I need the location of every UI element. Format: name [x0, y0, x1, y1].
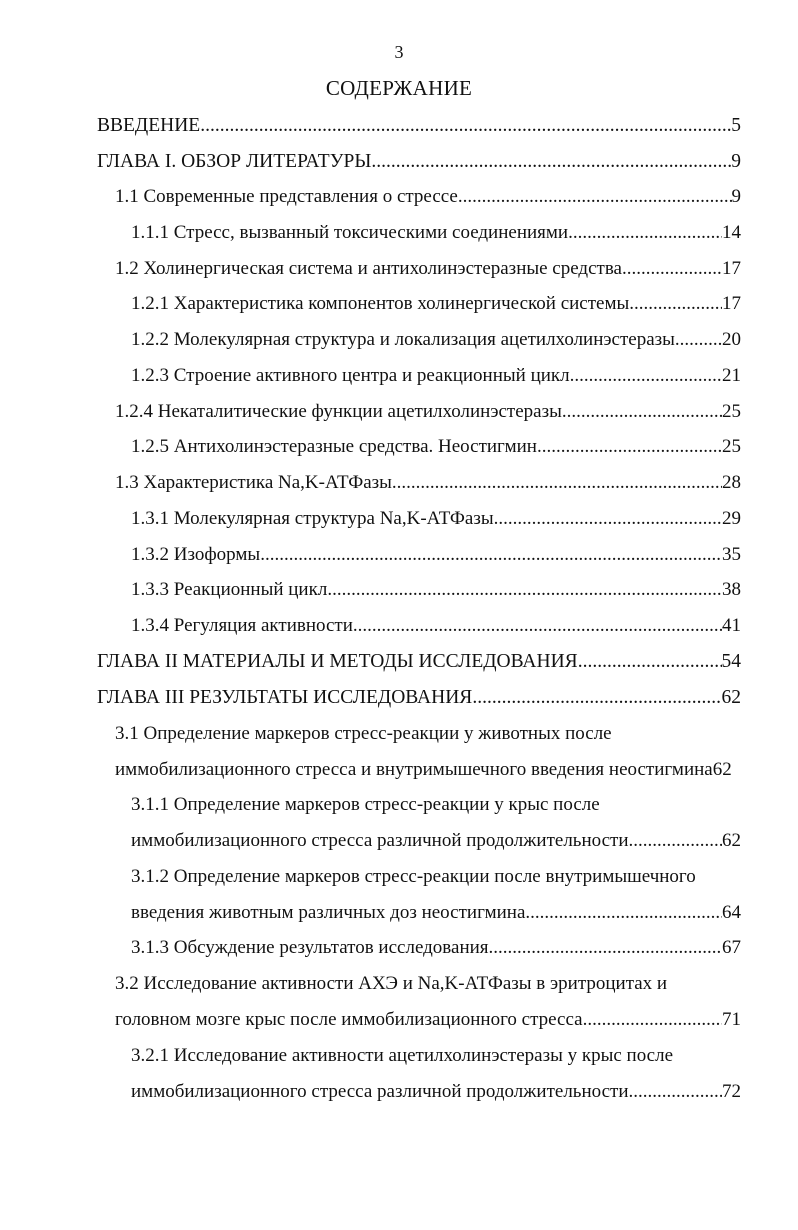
toc-entry	[131, 540, 741, 570]
toc-entry	[97, 683, 741, 713]
toc-entry-title: иммобилизационного стресса различной продолжительности	[131, 1081, 629, 1102]
toc-leader-dots	[353, 611, 722, 641]
toc-entry	[131, 504, 741, 534]
toc-entry-page: 14	[722, 222, 741, 243]
toc-leader-dots	[629, 289, 722, 319]
toc-entry	[115, 1005, 741, 1035]
toc-leader-dots	[562, 397, 722, 427]
toc-leader-dots	[260, 540, 722, 570]
toc-entry-page: 35	[722, 544, 741, 565]
toc-entry-title: головном мозге крыс после иммобилизационного стресса	[115, 1009, 583, 1030]
toc-entry-title: 1.1 Современные представления о стрессе	[115, 186, 458, 207]
toc-entry-page: 28	[722, 472, 741, 493]
toc-entry-title: 1.2.4 Некаталитические функции ацетилхолинэстеразы	[115, 401, 562, 422]
toc-entry	[131, 218, 741, 248]
toc-entry-page: 62	[722, 830, 741, 851]
page-title: СОДЕРЖАНИЕ	[325, 76, 473, 100]
toc-entry-page: 25	[722, 401, 741, 422]
toc-entry-title: иммобилизационного стресса и внутримышечного введения неостигмина	[115, 759, 713, 780]
toc-entry-title: 1.3.4 Регуляция активности	[131, 615, 353, 636]
toc-entry	[131, 289, 741, 319]
toc-entry-title: ГЛАВА I. ОБЗОР ЛИТЕРАТУРЫ	[97, 151, 372, 172]
toc-entry	[131, 826, 741, 856]
page-number: 3	[394, 42, 404, 62]
toc-leader-dots	[675, 325, 722, 355]
toc-leader-dots	[489, 933, 722, 963]
toc-entry-first-line: 3.2 Исследование активности АХЭ и Na,K-АТФазы в эритроцитах и	[115, 973, 668, 994]
toc-entry-title: 1.2.5 Антихолинэстеразные средства. Неостигмин	[131, 436, 537, 457]
toc-entry-first-line: 3.1 Определение маркеров стресс-реакции у животных после	[115, 723, 612, 744]
toc-entry	[115, 254, 741, 284]
toc-entry-page: 67	[722, 937, 741, 958]
toc-entry	[115, 468, 741, 498]
toc-leader-dots	[583, 1005, 722, 1035]
toc-leader-dots	[371, 147, 731, 177]
toc-leader-dots	[568, 218, 722, 248]
toc-leader-dots	[327, 575, 722, 605]
toc-entry-first-line: 3.1.1 Определение маркеров стресс-реакции у крыс после	[131, 794, 600, 815]
toc-entry	[97, 111, 741, 141]
toc-entry-title: введения животным различных доз неостигмина	[131, 902, 526, 923]
toc-leader-dots	[537, 432, 722, 462]
toc-entry-page: 9	[731, 151, 741, 172]
toc-entry-page: 38	[722, 579, 741, 600]
toc-leader-dots	[472, 683, 721, 713]
toc-entry-page: 20	[722, 329, 741, 350]
toc-entry	[131, 325, 741, 355]
toc-entry-page: 9	[731, 186, 741, 207]
toc-entry-title: 1.2.2 Молекулярная структура и локализация ацетилхолинэстеразы	[131, 329, 675, 350]
toc-leader-dots	[578, 647, 722, 677]
toc-entry-page: 21	[722, 365, 741, 386]
toc-entry-page: 17	[722, 293, 741, 314]
toc-leader-dots	[200, 111, 731, 141]
toc-entry-title: 1.2 Холинергическая система и антихолинэстеразные средства	[115, 258, 622, 279]
toc-entry	[131, 1077, 741, 1107]
toc-entry	[131, 432, 741, 462]
toc-leader-dots	[622, 254, 722, 284]
toc-entry-title: 3.1.3 Обсуждение результатов исследования	[131, 937, 489, 958]
toc-leader-dots	[570, 361, 722, 391]
toc-leader-dots	[525, 898, 722, 928]
toc-entry	[131, 611, 741, 641]
toc-entry	[115, 397, 741, 427]
toc-entry-page: 62	[721, 687, 741, 708]
toc-entry	[115, 755, 741, 785]
toc-entry-title: 1.1.1 Стресс, вызванный токсическими соединениями	[131, 222, 569, 243]
toc-entry	[131, 933, 741, 963]
toc-leader-dots	[458, 182, 732, 212]
toc-entry-title: 1.2.3 Строение активного центра и реакционный цикл	[131, 365, 570, 386]
toc-entry-page: 62	[712, 759, 732, 780]
toc-entry	[131, 361, 741, 391]
toc-entry-title: ВВЕДЕНИЕ	[97, 115, 201, 136]
toc-entry	[131, 898, 741, 928]
toc-entry	[97, 147, 741, 177]
toc-entry-page: 5	[731, 115, 741, 136]
toc-entry	[131, 575, 741, 605]
toc-leader-dots	[629, 1077, 722, 1107]
toc-entry-page: 41	[722, 615, 741, 636]
toc-entry-page: 72	[722, 1081, 741, 1102]
toc-entry-title: 1.3.2 Изоформы	[131, 544, 261, 565]
toc-entry-title: 1.3 Характеристика Na,K-АТФазы	[115, 472, 392, 493]
toc-entry	[97, 647, 741, 677]
toc-entry-page: 54	[721, 651, 741, 672]
toc-entry-title: 1.2.1 Характеристика компонентов холинергической системы	[131, 293, 630, 314]
toc-entry-title: ГЛАВА II МАТЕРИАЛЫ И МЕТОДЫ ИССЛЕДОВАНИЯ	[97, 651, 578, 672]
toc-entry-first-line: 3.1.2 Определение маркеров стресс-реакции после внутримышечного	[131, 866, 696, 887]
toc-entry-title: ГЛАВА III РЕЗУЛЬТАТЫ ИССЛЕДОВАНИЯ	[97, 687, 473, 708]
toc-leader-dots	[494, 504, 722, 534]
toc-entry-first-line: 3.2.1 Исследование активности ацетилхолинэстеразы у крыс после	[131, 1045, 674, 1066]
toc-entry-title: 1.3.1 Молекулярная структура Na,K-АТФазы	[131, 508, 494, 529]
toc-entry-page: 17	[722, 258, 741, 279]
toc-entry-page: 29	[722, 508, 741, 529]
toc-entry-title: 1.3.3 Реакционный цикл	[131, 579, 328, 600]
toc-entry	[115, 182, 741, 212]
toc-leader-dots	[392, 468, 722, 498]
toc-entry-page: 25	[722, 436, 741, 457]
toc-entry-page: 64	[722, 902, 741, 923]
toc-leader-dots	[629, 826, 722, 856]
toc-entry-title: иммобилизационного стресса различной продолжительности	[131, 830, 629, 851]
toc-entry-page: 71	[722, 1009, 741, 1030]
